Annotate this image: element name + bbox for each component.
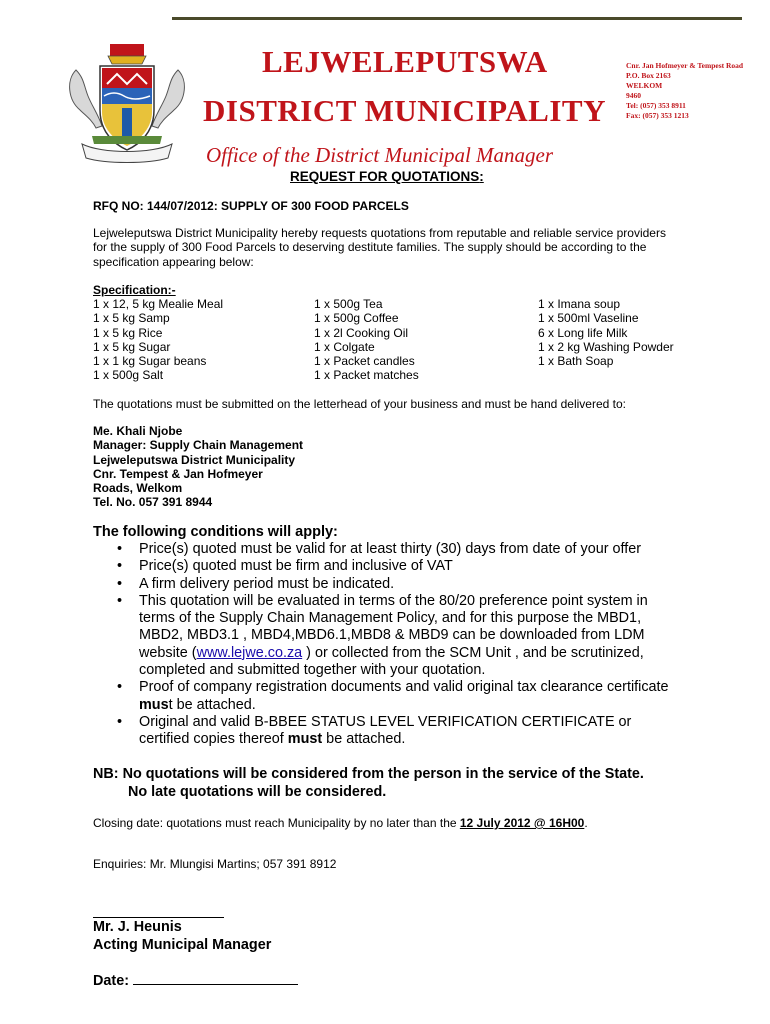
condition-text xyxy=(139,697,727,714)
condition-text-fragment: ) or collected from the SCM Unit , and be scrutinized, xyxy=(302,644,644,661)
delivery-address xyxy=(93,424,303,510)
condition-text xyxy=(139,731,727,748)
closing-date xyxy=(93,816,588,830)
condition-item xyxy=(117,558,727,575)
bullet: • xyxy=(117,575,123,592)
spec-item: 1 x 500g Tea xyxy=(314,297,383,311)
contact-line: WELKOM xyxy=(626,81,663,90)
specification-column-3 xyxy=(538,297,674,368)
emphasis: must xyxy=(287,731,323,748)
spec-item: 1 x 500g Coffee xyxy=(314,311,399,326)
signature-line xyxy=(93,917,224,918)
office-title: Office of the District Municipal Manager xyxy=(206,143,554,167)
spec-item: 1 x Packet candles xyxy=(314,354,415,369)
conditions-heading: The following conditions will apply: xyxy=(93,524,338,540)
spec-item: 1 x Bath Soap xyxy=(538,354,614,369)
condition-text: Proof of company registration documents and valid original tax clearance certificate xyxy=(139,679,669,696)
date-blank-line xyxy=(133,970,298,985)
intro-line: for the supply of 300 Food Parcels to deserving destitute families. The supply should be according to the xyxy=(93,240,647,255)
spec-item: 1 x 500ml Vaseline xyxy=(538,311,639,326)
intro-paragraph xyxy=(93,226,666,269)
specification-heading: Specification:- xyxy=(93,283,176,297)
nb-notice xyxy=(93,766,644,801)
contact-line: Tel: (057) 353 8911 xyxy=(626,101,686,110)
bullet: • xyxy=(117,541,123,557)
submission-note: The quotations must be submitted on the letterhead of your business and must be hand delivered to: xyxy=(93,397,626,411)
bullet: • xyxy=(117,713,123,730)
bullet: • xyxy=(117,592,123,609)
condition-text: Original and valid B-BBEE STATUS LEVEL VERIFICATION CERTIFICATE or xyxy=(139,713,632,730)
contact-line: 9460 xyxy=(626,91,641,100)
rfq-number: RFQ NO: 144/07/2012: SUPPLY OF 300 FOOD PARCELS xyxy=(93,199,409,213)
spec-item: 1 x 1 kg Sugar beans xyxy=(93,354,207,369)
organization-name-line1: LEJWELEPUTSWA xyxy=(262,44,548,79)
condition-item xyxy=(117,576,727,593)
bullet: • xyxy=(117,558,123,575)
signatory-title: Acting Municipal Manager xyxy=(93,936,272,953)
address-line: Lejweleputswa District Municipality xyxy=(93,452,296,467)
bullet: • xyxy=(117,679,123,696)
condition-item xyxy=(117,714,727,749)
specification-column-1 xyxy=(93,297,223,383)
address-line: Tel. No. 057 391 8944 xyxy=(93,495,213,510)
address-line: Cnr. Tempest & Jan Hofmeyer xyxy=(93,466,263,481)
condition-text: Price(s) quoted must be valid for at least thirty (30) days from date of your offer xyxy=(139,541,642,557)
intro-line: Lejweleputswa District Municipality hereby requests quotations from reputable and reliable service providers xyxy=(93,226,666,240)
contact-block xyxy=(626,61,743,121)
date-label: Date: xyxy=(93,973,129,989)
condition-text: MBD2, MBD3.1 , MBD4,MBD6.1,MBD8 & MBD9 can be downloaded from LDM xyxy=(139,627,645,644)
enquiries: Enquiries: Mr. Mlungisi Martins; 057 391 8912 xyxy=(93,857,337,871)
closing-date-value: 12 July 2012 @ 16H00 xyxy=(459,816,585,830)
emphasis: mus xyxy=(139,696,169,713)
spec-item: 1 x Imana soup xyxy=(538,297,621,311)
nb-line: No late quotations will be considered. xyxy=(128,783,387,800)
signatory-name: Mr. J. Heunis xyxy=(93,919,182,935)
coat-of-arms-logo xyxy=(62,40,192,165)
condition-text-fragment: certified copies thereof xyxy=(139,731,288,748)
heading-text: REQUEST FOR QUOTATIONS xyxy=(290,169,480,184)
spec-item: 1 x 12, 5 kg Mealie Meal xyxy=(93,297,224,311)
condition-item xyxy=(117,679,727,714)
spec-item: 1 x 5 kg Sugar xyxy=(93,339,171,354)
condition-text-fragment: be attached. xyxy=(322,731,406,748)
condition-text: completed and submitted together with your quotation. xyxy=(139,662,486,679)
spec-item: 1 x 2l Cooking Oil xyxy=(314,325,409,340)
date-field xyxy=(93,970,298,989)
contact-line: Fax: (057) 353 1213 xyxy=(626,111,689,120)
condition-text: A firm delivery period must be indicated. xyxy=(139,575,395,592)
organization-name-line2: DISTRICT MUNICIPALITY xyxy=(203,93,606,128)
address-line: Manager: Supply Chain Management xyxy=(93,438,304,453)
spec-item: 1 x Packet matches xyxy=(314,368,419,383)
spec-item: 1 x 5 kg Rice xyxy=(93,325,163,340)
condition-item xyxy=(117,593,727,679)
document-heading xyxy=(290,169,484,184)
closing-text: . xyxy=(584,816,588,830)
spec-item: 1 x 5 kg Samp xyxy=(93,311,170,326)
signatory xyxy=(93,919,271,954)
condition-text-fragment: t be attached. xyxy=(168,696,256,713)
contact-line: Cnr. Jan Hofmeyer & Tempest Road xyxy=(626,61,744,70)
condition-text: This quotation will be evaluated in terms of the 80/20 preference point system in xyxy=(139,592,648,609)
contact-line: P.O. Box 2163 xyxy=(626,71,671,80)
closing-text: Closing date: quotations must reach Municipality by no later than the xyxy=(93,816,460,830)
condition-text: terms of the Supply Chain Management Policy, and for this purpose the MBD1, xyxy=(139,610,642,627)
condition-text-fragment: website ( xyxy=(139,644,197,661)
condition-text xyxy=(139,645,727,662)
intro-line: specification appearing below: xyxy=(93,254,254,269)
spec-item: 1 x Colgate xyxy=(314,339,375,354)
condition-text: Price(s) quoted must be firm and inclusive of VAT xyxy=(139,558,453,575)
address-line: Roads, Welkom xyxy=(93,481,183,496)
nb-line: NB: No quotations will be considered from the person in the service of the State. xyxy=(93,766,644,782)
heading-suffix: : xyxy=(479,169,484,184)
website-link[interactable]: www.lejwe.co.za xyxy=(196,644,303,661)
spec-item: 6 x Long life Milk xyxy=(538,325,628,340)
header-rule xyxy=(172,17,742,20)
specification-column-2 xyxy=(314,297,419,383)
address-line: Me. Khali Njobe xyxy=(93,424,183,438)
condition-item xyxy=(117,541,727,558)
conditions-list xyxy=(117,541,727,749)
spec-item: 1 x 2 kg Washing Powder xyxy=(538,339,674,354)
spec-item: 1 x 500g Salt xyxy=(93,368,164,383)
